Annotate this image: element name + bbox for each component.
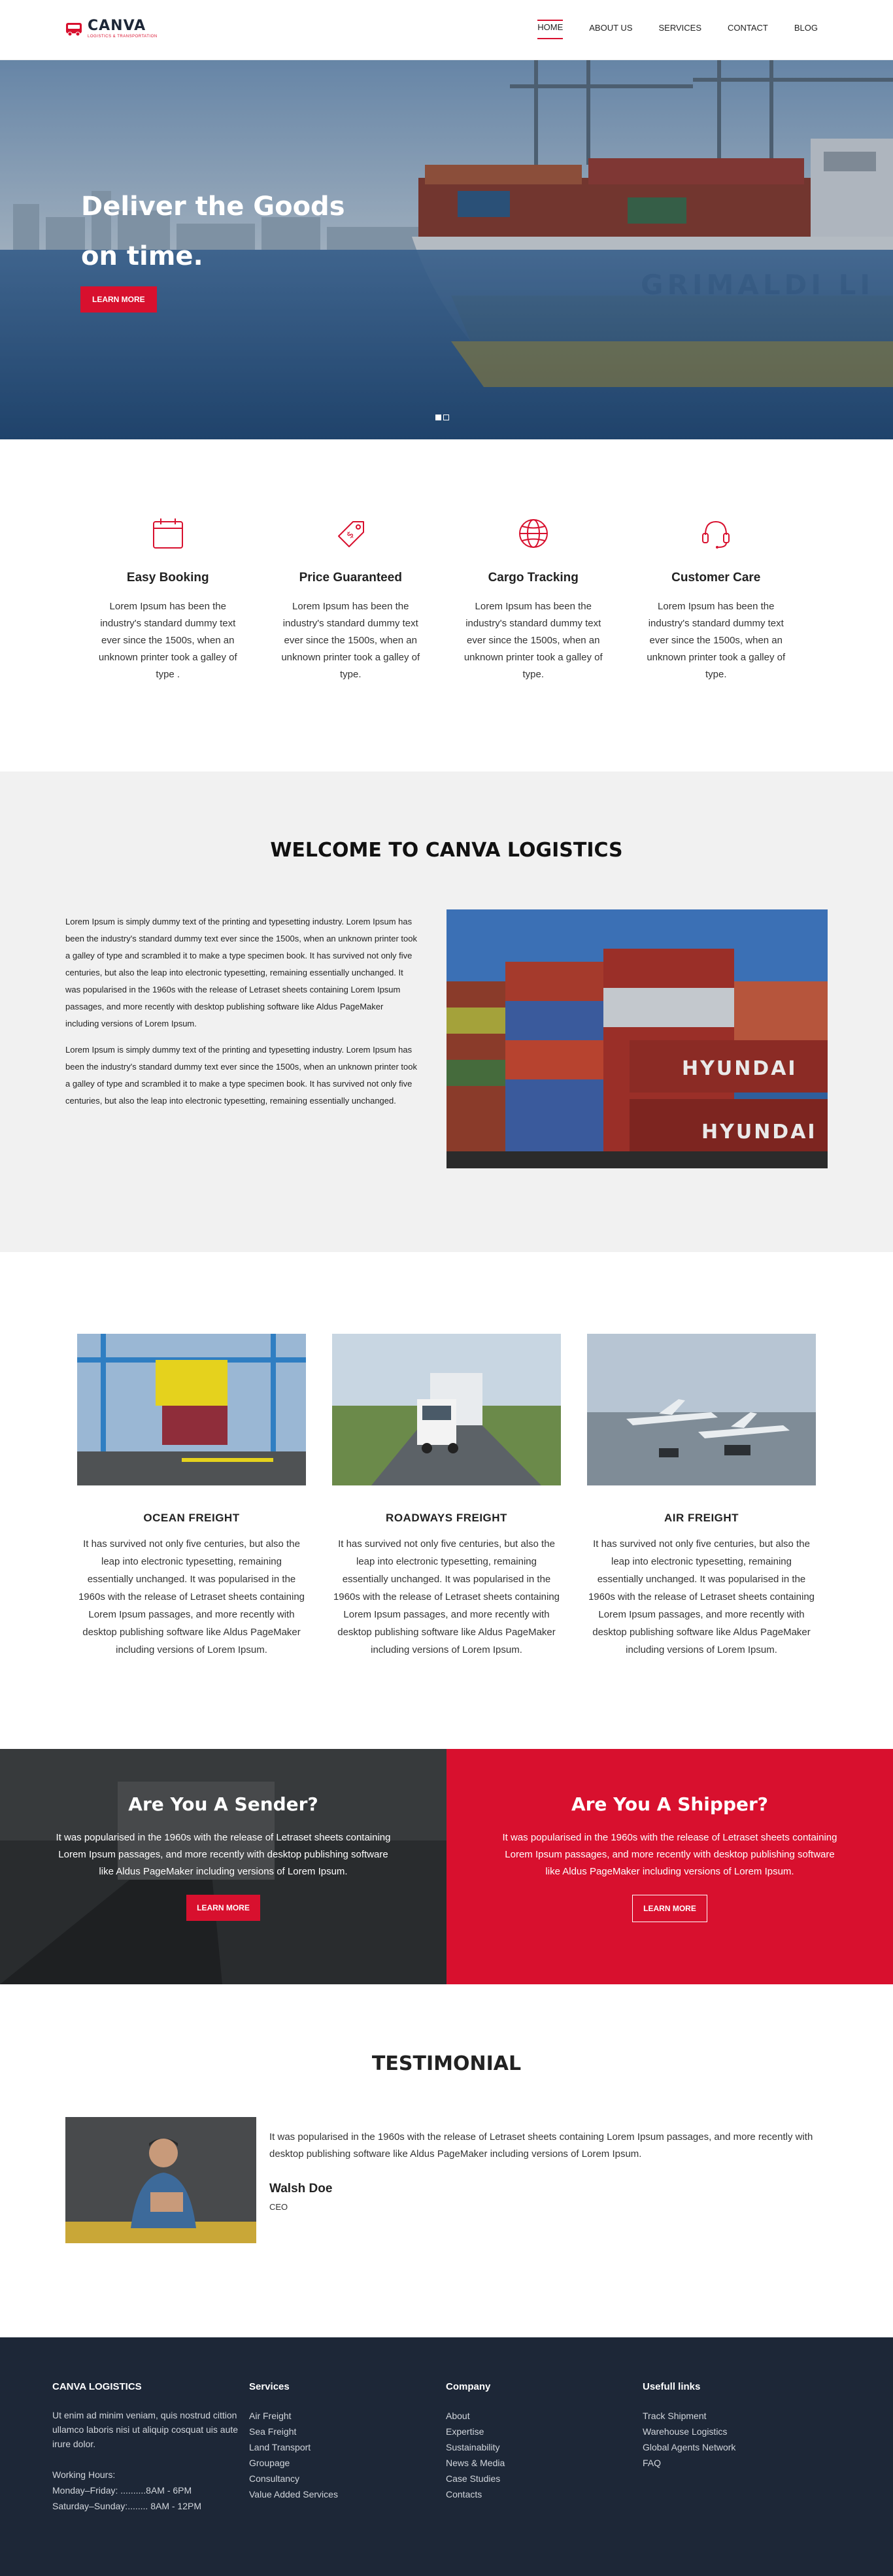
feature-easy-booking: [81, 517, 255, 771]
footer-about: [52, 2381, 249, 2576]
welcome-paragraph: Lorem Ipsum is simply dummy text of the printing and typesetting industry. Lorem Ipsum has been the industry's standard dummy text ever since the 1500s, when an unknown printer took a galley of type and scrambled it to make a type specimen book. It has survived not only five centuries, but also the leap into electronic typesetting, remaining essentially unchanged. It was popularised in the 1960s with the release of Letraset sheets containing Lorem Ipsum passages, and more recently with desktop publishing software like Aldus PageMaker including versions of Lorem Ipsum.: [65, 917, 417, 1028]
footer-link-sea-freight[interactable]: Sea Freight: [249, 2426, 297, 2437]
nav-about-us[interactable]: ABOUT US: [589, 23, 633, 33]
footer-link-land-transport[interactable]: Land Transport: [249, 2442, 311, 2452]
working-hours-label: Working Hours:: [52, 2469, 116, 2480]
welcome-text: [65, 913, 418, 1119]
container-brand-top: HYUNDAI: [682, 1057, 798, 1080]
nav-services[interactable]: SERVICES: [658, 23, 701, 33]
testimonial-role: CEO: [269, 2202, 288, 2212]
service-roadways-freight: [332, 1334, 561, 1749]
footer-link-consultancy[interactable]: Consultancy: [249, 2473, 300, 2484]
site-footer: [0, 2337, 893, 2576]
feature-title: Easy Booking: [126, 571, 209, 585]
footer-link-sustainability[interactable]: Sustainability: [446, 2442, 500, 2452]
testimonial-quote: It was popularised in the 1960s with the release of Letraset sheets containing Lorem Ipsum passages, and more recently with desktop publishing software like Aldus PageMaker including versions of Lorem Ipsum.: [269, 2131, 813, 2160]
nav-home[interactable]: HOME: [537, 20, 563, 39]
testimonial-photo: [65, 2117, 256, 2243]
footer-link-contacts[interactable]: Contacts: [446, 2489, 482, 2500]
shipper-text: It was popularised in the 1960s with the release of Letraset sheets containing Lorem Ipsum passages, and more recently with desktop publishing software like Aldus PageMaker including versions of Lorem Ipsum.: [502, 1832, 837, 1877]
footer-link-expertise[interactable]: Expertise: [446, 2426, 484, 2437]
logo-tagline: LOGISTICS & TRANSPORTATION: [88, 35, 158, 39]
shipper-title: Are You A Shipper?: [571, 1793, 769, 1815]
service-text: It has survived not only five centuries, but also the leap into electronic typesetting, remaining essentially unchanged. It was popularised in the 1960s with the release of Letraset sheets containing Lorem Ipsum passages, and more recently with desktop publishing software like Aldus PageMaker including versions of Lorem Ipsum.: [588, 1538, 815, 1655]
logo[interactable]: [65, 18, 158, 39]
footer-link-warehouse-logistics[interactable]: Warehouse Logistics: [643, 2426, 728, 2437]
footer-link-global-agents-network[interactable]: Global Agents Network: [643, 2442, 736, 2452]
welcome-paragraph: Lorem Ipsum is simply dummy text of the printing and typesetting industry. Lorem Ipsum has been the industry's standard dummy text ever since the 1500s, when an unknown printer took a galley of type and scrambled it to make a type specimen book. It has survived not only five centuries, but also the leap into electronic typesetting, remaining essentially unchanged.: [65, 1045, 417, 1106]
footer-link-track-shipment[interactable]: Track Shipment: [643, 2411, 707, 2421]
footer-heading: CANVA LOGISTICS: [52, 2381, 142, 2392]
roadways-freight-image: [332, 1334, 561, 1485]
service-air-freight: [587, 1334, 816, 1749]
service-ocean-freight: [77, 1334, 306, 1749]
hero-slider: [0, 60, 893, 439]
testimonial-name: Walsh Doe: [269, 2182, 333, 2195]
air-freight-image: [587, 1334, 816, 1485]
hero-title: Deliver the Goods on time.: [81, 192, 345, 271]
feature-title: Customer Care: [671, 571, 761, 585]
svg-text:$: $: [345, 529, 357, 541]
feature-text: Lorem Ipsum has been the industry's standard dummy text ever since the 1500s, when an unknown printer took a galley of type.: [647, 601, 786, 680]
nav-blog[interactable]: BLOG: [794, 23, 818, 33]
footer-company: [446, 2381, 643, 2576]
footer-link-case-studies[interactable]: Case Studies: [446, 2473, 501, 2484]
globe-icon: [516, 517, 550, 551]
service-text: It has survived not only five centuries, but also the leap into electronic typesetting, remaining essentially unchanged. It was popularised in the 1960s with the release of Letraset sheets containing Lorem Ipsum passages, and more recently with desktop publishing software like Aldus PageMaker including versions of Lorem Ipsum.: [78, 1538, 305, 1655]
site-header: [0, 0, 893, 60]
price-tag-icon: [333, 517, 367, 551]
footer-useful-links: [643, 2381, 839, 2576]
testimonial-title: TESTIMONIAL: [371, 2052, 522, 2075]
footer-link-about[interactable]: About: [446, 2411, 470, 2421]
sender-panel: [0, 1749, 446, 1984]
footer-heading: Company: [446, 2381, 491, 2392]
slider-dot-1[interactable]: [435, 415, 441, 420]
working-hours: [52, 2467, 249, 2514]
hero-learn-more-button[interactable]: LEARN MORE: [80, 286, 157, 313]
feature-title: Cargo Tracking: [488, 571, 579, 585]
nav-contact[interactable]: CONTACT: [728, 23, 768, 33]
feature-price-guaranteed: [264, 517, 438, 771]
cta-section: [0, 1749, 893, 1984]
containers-image: [446, 909, 828, 1168]
footer-link-news-media[interactable]: News & Media: [446, 2458, 505, 2468]
services-section: [0, 1252, 893, 1749]
logo-name: CANVA: [88, 18, 146, 34]
headset-icon: [699, 517, 733, 551]
truck-logo-icon: [65, 20, 82, 37]
working-hours-weekday: Monday–Friday: ..........8AM - 6PM: [52, 2485, 192, 2496]
ocean-freight-image: [77, 1334, 306, 1485]
feature-text: Lorem Ipsum has been the industry's standard dummy text ever since the 1500s, when an unknown printer took a galley of type.: [463, 601, 603, 680]
shipper-learn-more-button[interactable]: LEARN MORE: [632, 1895, 707, 1922]
container-brand-bottom: HYUNDAI: [701, 1121, 817, 1144]
footer-heading: Usefull links: [643, 2381, 701, 2392]
feature-title: Price Guaranteed: [299, 571, 402, 585]
service-title: AIR FREIGHT: [664, 1512, 739, 1524]
feature-customer-care: [630, 517, 803, 771]
testimonial-section: [0, 1984, 893, 2337]
footer-link-air-freight[interactable]: Air Freight: [249, 2411, 292, 2421]
working-hours-weekend: Saturday–Sunday:........ 8AM - 12PM: [52, 2501, 201, 2511]
service-title: OCEAN FREIGHT: [143, 1512, 240, 1524]
sender-learn-more-button[interactable]: LEARN MORE: [186, 1895, 260, 1921]
feature-text: Lorem Ipsum has been the industry's standard dummy text ever since the 1500s, when an unknown printer took a galley of type .: [98, 601, 237, 680]
calendar-icon: [151, 517, 185, 551]
welcome-section: [0, 771, 893, 1252]
feature-text: Lorem Ipsum has been the industry's standard dummy text ever since the 1500s, when an unknown printer took a galley of type.: [281, 601, 420, 680]
footer-heading: Services: [249, 2381, 290, 2392]
feature-cargo-tracking: [446, 517, 620, 771]
footer-about-text: Ut enim ad minim veniam, quis nostrud cittion ullamco laboris nisi ut aliquip cosquat uis aute irure dolor.: [52, 2410, 239, 2449]
footer-services: [249, 2381, 446, 2576]
slider-dots: [435, 415, 451, 420]
service-title: ROADWAYS FREIGHT: [386, 1512, 507, 1524]
welcome-title: WELCOME TO CANVA LOGISTICS: [270, 839, 623, 862]
footer-link-groupage[interactable]: Groupage: [249, 2458, 290, 2468]
slider-dot-2[interactable]: [443, 415, 449, 420]
service-text: It has survived not only five centuries, but also the leap into electronic typesetting, remaining essentially unchanged. It was popularised in the 1960s with the release of Letraset sheets containing Lorem Ipsum passages, and more recently with desktop publishing software like Aldus PageMaker including versions of Lorem Ipsum.: [333, 1538, 560, 1655]
footer-link-value-added-services[interactable]: Value Added Services: [249, 2489, 338, 2500]
shipper-panel: [446, 1749, 893, 1984]
sender-text: It was popularised in the 1960s with the release of Letraset sheets containing Lorem Ipsum passages, and more recently with desktop publishing software like Aldus PageMaker including versions of Lorem Ipsum.: [56, 1832, 391, 1877]
main-nav: [511, 20, 818, 39]
sender-title: Are You A Sender?: [128, 1793, 318, 1815]
features-section: [0, 439, 893, 771]
footer-link-faq[interactable]: FAQ: [643, 2458, 662, 2468]
